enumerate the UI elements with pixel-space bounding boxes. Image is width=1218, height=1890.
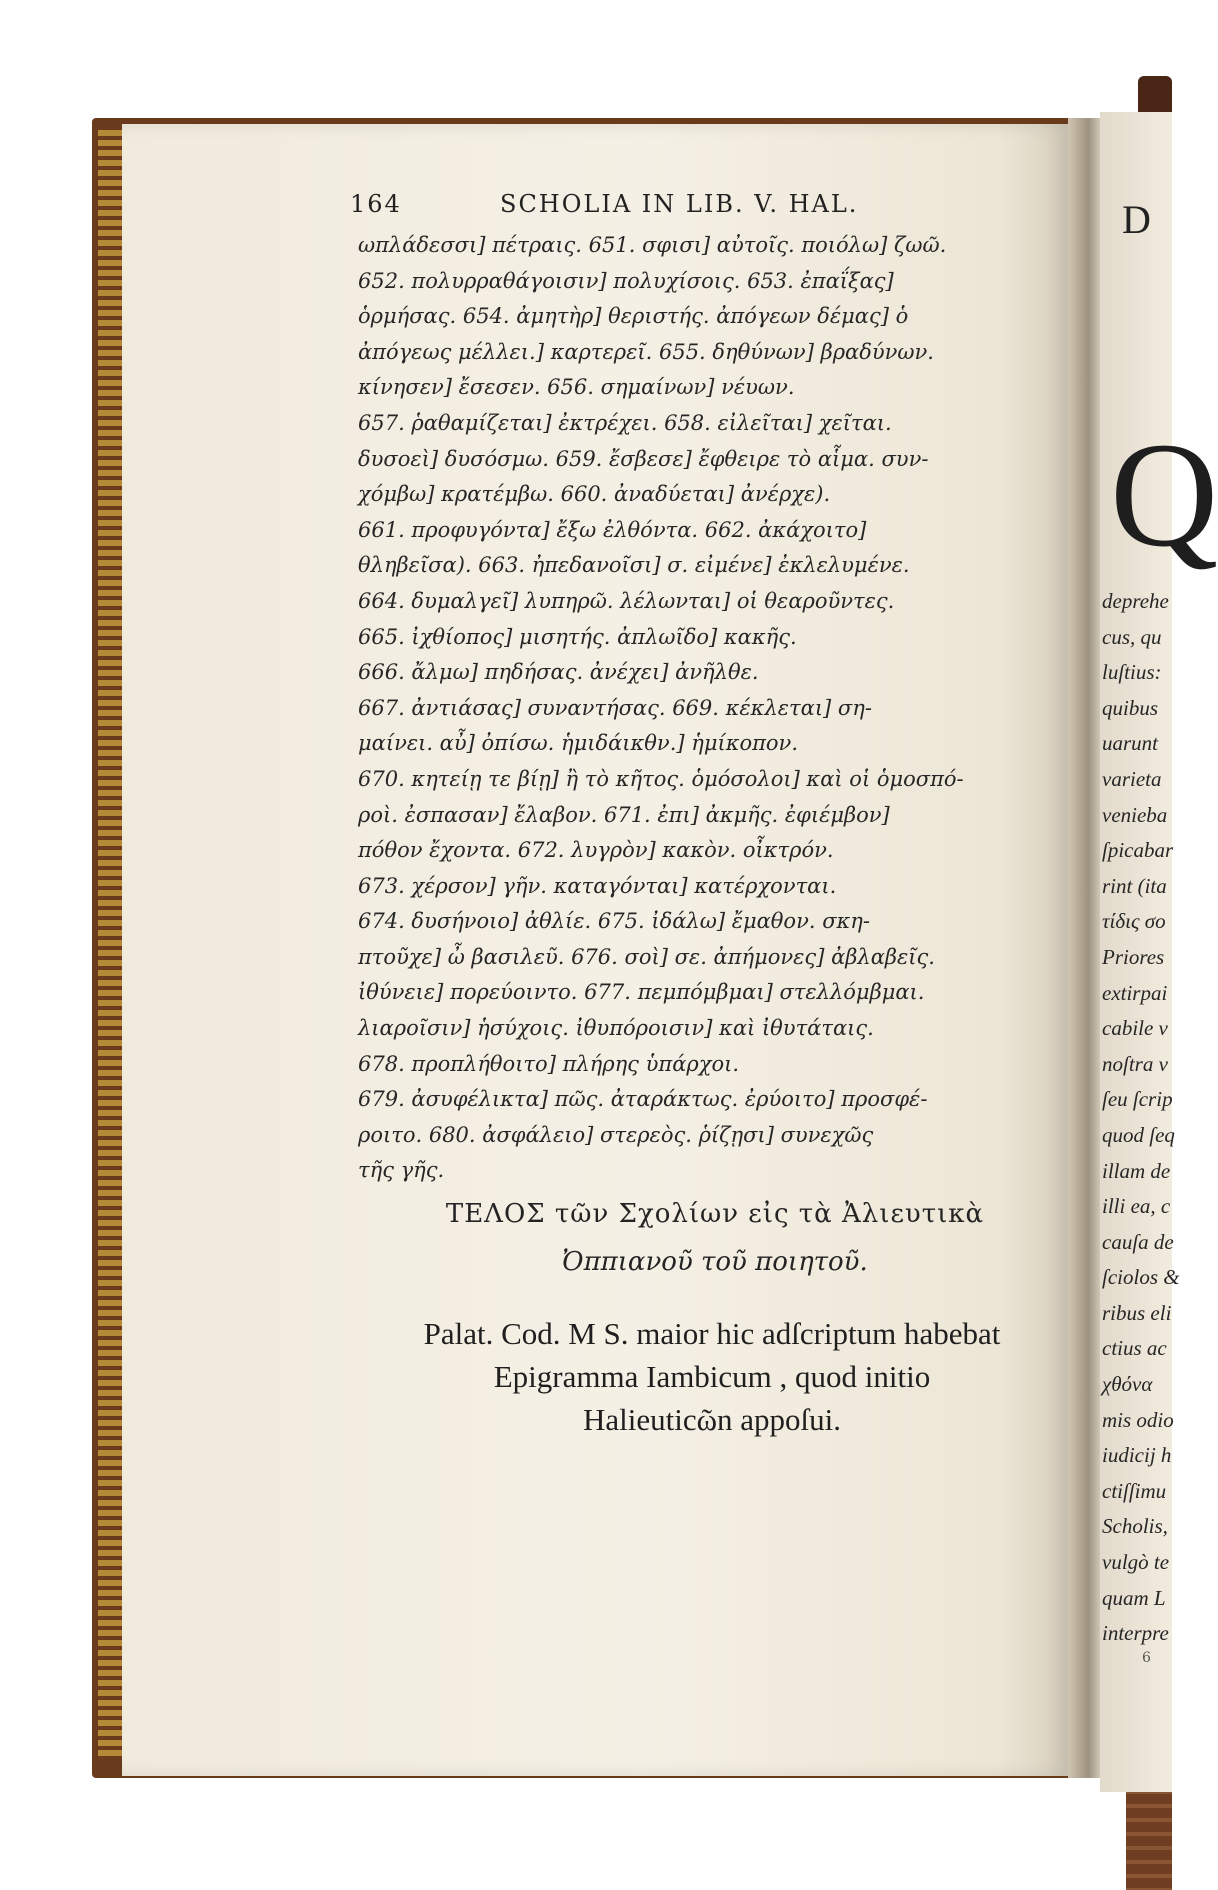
text-line: πόθον ἔχοντα. 672. λυγρὸν] κακὸν. οἶκτρόν. bbox=[358, 838, 834, 863]
text-fragment: illi ea, c bbox=[1102, 1194, 1171, 1219]
text-line: 678. προπλήθοιτο] πλήρης ὑπάρχοι. bbox=[358, 1051, 739, 1076]
text-line: πτοῦχε] ὦ βασιλεῦ. 676. σοὶ] σε. ἀπήμονες] ἀβλαβεῖς. bbox=[358, 944, 935, 969]
scholia-text bbox=[358, 228, 1076, 1189]
text-fragment: rint (ita bbox=[1102, 873, 1167, 898]
text-fragment: deprehe bbox=[1102, 589, 1169, 613]
text-fragment: ſeu ſcrip bbox=[1102, 1087, 1173, 1112]
text-fragment: ſciolos & bbox=[1102, 1265, 1180, 1290]
text-fragment: quam L bbox=[1102, 1585, 1166, 1610]
text-fragment: varieta bbox=[1102, 766, 1162, 791]
text-fragment: interpre bbox=[1102, 1621, 1169, 1646]
page-number: 164 bbox=[350, 190, 402, 218]
text-line: 670. κητείῃ τε βίῃ] ἢ τὸ κῆτος. ὁμόσολοι] καὶ οἱ ὁμοσπό- bbox=[358, 766, 964, 791]
right-page-drop-cap: Q bbox=[1110, 412, 1218, 578]
note-line: Epigramma Iambicum , quod initio bbox=[493, 1359, 931, 1394]
text-line: 661. προφυγόντα] ἔξω ἐλθόντα. 662. ἀκάχοιτο] bbox=[358, 517, 867, 542]
text-fragment: venieba bbox=[1102, 802, 1168, 827]
text-line: 674. δυσήνοιο] ἀθλίε. 675. ἰδάλω] ἔμαθον. σκη- bbox=[358, 909, 870, 934]
text-fragment: Scholis, bbox=[1102, 1514, 1168, 1539]
text-line: 652. πολυρραθάγοισιν] πολυχίσοις. 653. ἐπαΐξας] bbox=[358, 268, 894, 293]
text-fragment: Priores bbox=[1102, 944, 1165, 969]
margin-mark: 6 bbox=[1142, 1650, 1151, 1666]
text-line: ροιτο. 680. ἀσφάλειο] στερεὸς. ῥίζῃσι] συνεχῶς bbox=[358, 1122, 874, 1147]
text-line: χόμβω] κρατέμβω. 660. ἀναδύεται] ἀνέρχε). bbox=[358, 482, 831, 507]
text-fragment: ctius ac bbox=[1102, 1336, 1167, 1361]
text-fragment: cauſa de bbox=[1102, 1229, 1174, 1254]
text-fragment: χθόνα bbox=[1102, 1372, 1153, 1397]
text-line: 673. χέρσον] γῆν. καταγόνται] κατέρχονται. bbox=[358, 873, 837, 898]
text-line: 657. ῥαθαμίζεται] ἐκτρέχει. 658. εἰλεῖται] χεῖται. bbox=[358, 410, 892, 435]
telos-colophon bbox=[360, 1190, 1070, 1286]
text-line: ἀπόγεως μέλλει.] καρτερεῖ. 655. δηθύνων] βραδύνων. bbox=[358, 339, 934, 364]
text-fragment: uarunt bbox=[1102, 731, 1159, 756]
text-line: ωπλάδεσσι] πέτραις. 651. σφισι] αὐτοῖς. ποιόλω] ζωῶ. bbox=[358, 233, 947, 257]
text-fragment: vulgò te bbox=[1102, 1550, 1170, 1575]
text-line: 666. ἄλμω] πηδήσας. ἀνέχει] ἀνῆλθε. bbox=[358, 660, 759, 685]
telos-line: Ὀππιανοῦ τοῦ ποιητοῦ. bbox=[562, 1247, 868, 1277]
text-line: ροὶ. ἐσπασαν] ἔλαβον. 671. ἐπι] ἀκμῆς. ἐφιέμβον] bbox=[358, 802, 890, 827]
page-header bbox=[350, 190, 1050, 230]
text-fragment: mis odio bbox=[1102, 1407, 1174, 1432]
text-line: μαίνει. αὖ] ὀπίσω. ἡμιδάικθν.] ἡμίκοπον. bbox=[358, 731, 798, 756]
text-fragment: noſtra v bbox=[1102, 1051, 1168, 1076]
text-line: 667. ἀντιάσας] συναντήσας. 669. κέκλεται] ση- bbox=[358, 695, 872, 720]
text-line: ὁρμήσας. 654. ἀμητὴρ] θεριστής. ἀπόγεων δέμας] ὁ bbox=[358, 304, 909, 329]
text-fragment: ctiſſimu bbox=[1102, 1478, 1167, 1503]
text-fragment: quod ſeq bbox=[1102, 1122, 1175, 1147]
text-fragment: ribus eli bbox=[1102, 1300, 1172, 1325]
running-head: SCHOLIA IN LIB. V. HAL. bbox=[500, 190, 859, 218]
text-line: θληβεῖσα). 663. ἠπεδανοῖσι] σ. εἰμένε] ἐκλελυμένε. bbox=[358, 553, 910, 578]
text-line: 679. ἀσυφέλικτα] πῶς. ἀταράκτως. ἐρύοιτο] προσφέ- bbox=[358, 1087, 928, 1112]
note-line: Palat. Cod. M S. maior hic adſcriptum habebat bbox=[423, 1316, 1001, 1351]
text-line: 665. ἰχθίοπος] μισητής. ἀπλωῖδο] κακῆς. bbox=[358, 624, 797, 649]
right-page-initial-small: D bbox=[1122, 197, 1151, 242]
text-line: κίνησεν] ἔσεσεν. 656. σημαίνων] νέυων. bbox=[358, 375, 795, 400]
text-fragment: τίδις σο bbox=[1102, 909, 1166, 934]
text-fragment: quibus bbox=[1102, 695, 1159, 720]
text-fragment: cus, qu bbox=[1102, 624, 1162, 649]
text-line: λιαροῖσιν] ἡσύχοις. ἰθυπόροισιν] καὶ ἰθυτάταις. bbox=[358, 1016, 874, 1041]
text-line: 664. δυμαλγεῖ] λυπηρῶ. λέλωνται] οἱ θεαροῦντες. bbox=[358, 588, 895, 613]
text-line: ἰθύνειε] πορεύοιντο. 677. πεμπόμβμαι] στελλόμβμαι. bbox=[358, 980, 925, 1005]
right-page-text bbox=[1102, 584, 1180, 1652]
text-line: δυσοεὶ] δυσόσμω. 659. ἔσβεσε] ἔφθειρε τὸ αἷμα. συν- bbox=[358, 446, 929, 471]
headband-bottom bbox=[1126, 1780, 1172, 1890]
text-fragment: extirpai bbox=[1102, 980, 1168, 1005]
text-fragment: iudicij h bbox=[1102, 1443, 1172, 1468]
note-line: Halieuticῶn appoſui. bbox=[582, 1402, 841, 1437]
latin-note bbox=[352, 1312, 1072, 1441]
text-fragment: illam de bbox=[1102, 1158, 1171, 1183]
gilt-page-edge bbox=[98, 130, 122, 1758]
text-fragment: cabile v bbox=[1102, 1016, 1168, 1041]
text-fragment: ſpicabar bbox=[1102, 838, 1174, 863]
telos-line: ΤΕΛΟΣ τῶν Σχολίων εἰς τὰ Ἀλιευτικὰ bbox=[445, 1199, 985, 1229]
text-fragment: luſtius: bbox=[1102, 660, 1162, 685]
text-line: τῆς γῆς. bbox=[358, 1158, 445, 1183]
